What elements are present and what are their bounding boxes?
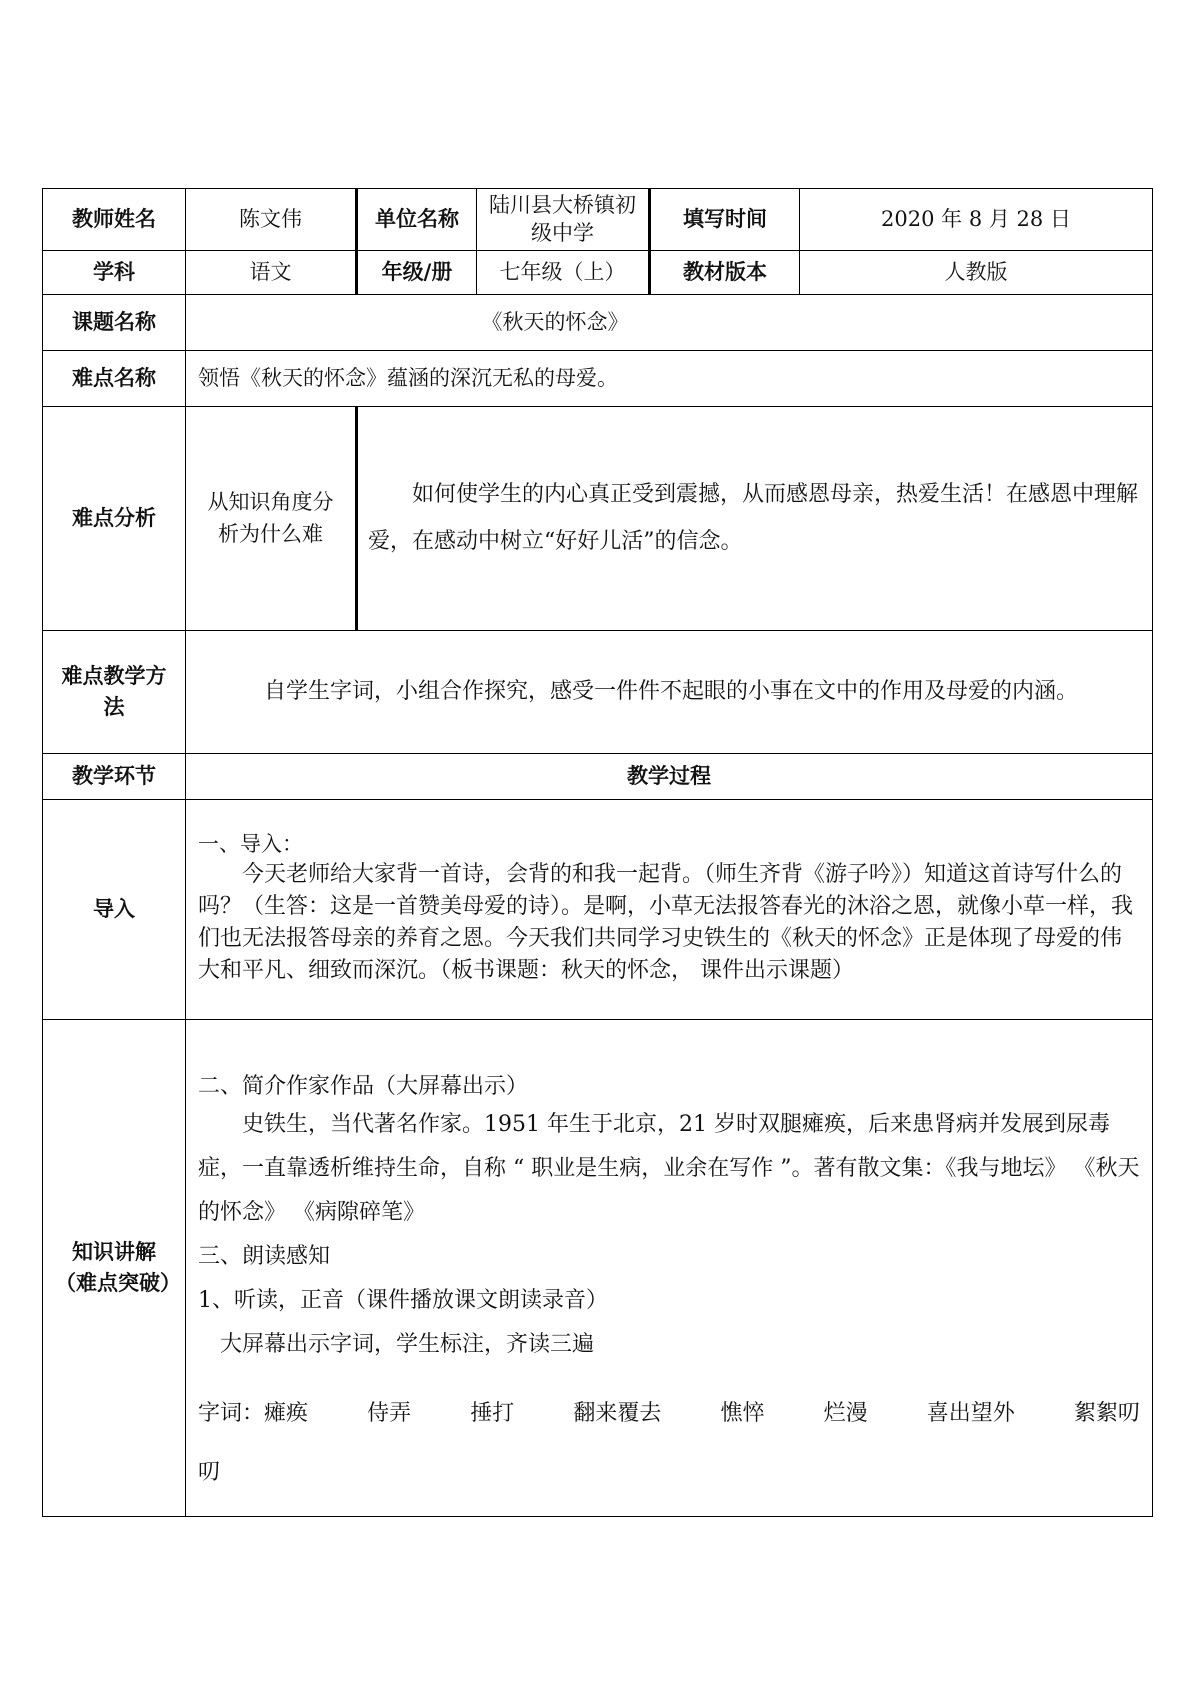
- vocabulary-list: [198, 1397, 1140, 1430]
- grade-value: 七年级（上）: [477, 251, 650, 295]
- analysis-label: 难点分析: [43, 407, 186, 631]
- vocabulary-label: [198, 1397, 308, 1430]
- author-heading: 二、简介作家作品（大屏幕出示）: [198, 1073, 529, 1099]
- grade-label: 年级/册: [357, 251, 477, 295]
- vocabulary-word: 侍弄: [367, 1400, 412, 1426]
- vocabulary-word: 瘫痪: [264, 1400, 309, 1426]
- difficulty-row: [43, 351, 1153, 407]
- difficulty-label: 难点名称: [43, 351, 186, 407]
- lesson-plan-table: [42, 188, 1153, 1517]
- unit-value: 陆川县大桥镇初级中学: [477, 189, 650, 251]
- knowledge-label-cell: [43, 1020, 186, 1517]
- edition-value: 人教版: [800, 251, 1153, 295]
- intro-cell: [186, 800, 1153, 1020]
- vocabulary-word: 絮絮叨: [1073, 1400, 1140, 1426]
- edition-label: 教材版本: [650, 251, 800, 295]
- method-label: 难点教学方法: [43, 631, 186, 754]
- method-text: 自学生字词，小组合作探究，感受一件件不起眼的小事在文中的作用及母爱的内涵。: [264, 678, 1079, 704]
- analysis-row: [43, 407, 1153, 631]
- knowledge-sub-label: （难点突破）: [55, 1271, 181, 1295]
- topic-row: [43, 295, 1153, 351]
- method-text-cell: [186, 631, 1153, 754]
- intro-label: 导入: [43, 800, 186, 1020]
- analysis-text-cell: [357, 407, 1153, 631]
- intro-text: 今天老师给大家背一首诗，会背的和我一起背。（师生齐背《游子吟》）知道这首诗写什么的吗？（生答：这是一首赞美母爱的诗）。是啊，小草无法报答春光的沐浴之恩，就像小草一样，我们也无法报答母亲的养育之恩。今天我们共同学习史铁生的《秋天的怀念》正是体现了母爱的伟大和平凡、细致而深沉。（板书课题：秋天的怀念， 课件出示课题）: [198, 861, 1134, 983]
- difficulty-value: 领悟《秋天的怀念》蕴涵的深沉无私的母爱。: [186, 351, 1153, 407]
- topic-value: 《秋天的怀念》: [186, 295, 1153, 351]
- vocabulary-word: 喜出望外: [926, 1400, 1015, 1426]
- listen-step-detail: 大屏幕出示字词，学生标注，齐读三遍: [220, 1331, 595, 1357]
- reading-heading: 三、朗读感知: [198, 1243, 331, 1269]
- analysis-text: 如何使学生的内心真正受到震撼，从而感恩母亲，热爱生活！在感恩中理解爱，在感动中树立“好好儿活”的信念。: [368, 482, 1139, 554]
- intro-row: [43, 800, 1153, 1020]
- knowledge-label: 知识讲解: [72, 1239, 156, 1264]
- author-text: 史铁生，当代著名作家。1951 年生于北京，21 岁时双腿瘫痪，后来患肾病并发展到尿毒症，一直靠透析维持生命，自称 “ 职业是生病，业余在写作 ”。著有散文集：《我与地坛》 《秋天的怀念》 《病隙碎笔》: [198, 1111, 1140, 1225]
- intro-heading: 一、导入：: [198, 831, 303, 856]
- vocabulary-prefix: 字词：: [198, 1400, 265, 1426]
- listen-step: 1、听读，正音（课件播放课文朗读录音）: [198, 1287, 608, 1313]
- method-row: [43, 631, 1153, 754]
- date-value: 2020 年 8 月 28 日: [800, 189, 1153, 251]
- vocabulary-word: 捶打: [470, 1400, 515, 1426]
- teacher-label: 教师姓名: [43, 189, 186, 251]
- teacher-value: 陈文伟: [186, 189, 357, 251]
- process-header: 教学过程: [186, 754, 1153, 800]
- header-row-1: [43, 189, 1153, 251]
- vocabulary-word: 烂漫: [823, 1400, 868, 1426]
- knowledge-cell: [186, 1020, 1153, 1517]
- topic-label: 课题名称: [43, 295, 186, 351]
- process-header-row: [43, 754, 1153, 800]
- subject-label: 学科: [43, 251, 186, 295]
- subject-value: 语文: [186, 251, 357, 295]
- vocabulary-word: 憔悴: [720, 1400, 765, 1426]
- header-row-2: [43, 251, 1153, 295]
- unit-label: 单位名称: [357, 189, 477, 251]
- analysis-sub-label: 从知识角度分析为什么难: [186, 407, 357, 631]
- stage-header: 教学环节: [43, 754, 186, 800]
- knowledge-row: [43, 1020, 1153, 1517]
- vocabulary-word: 翻来覆去: [573, 1400, 662, 1426]
- date-label: 填写时间: [650, 189, 800, 251]
- vocabulary-tail: 叨: [198, 1459, 221, 1485]
